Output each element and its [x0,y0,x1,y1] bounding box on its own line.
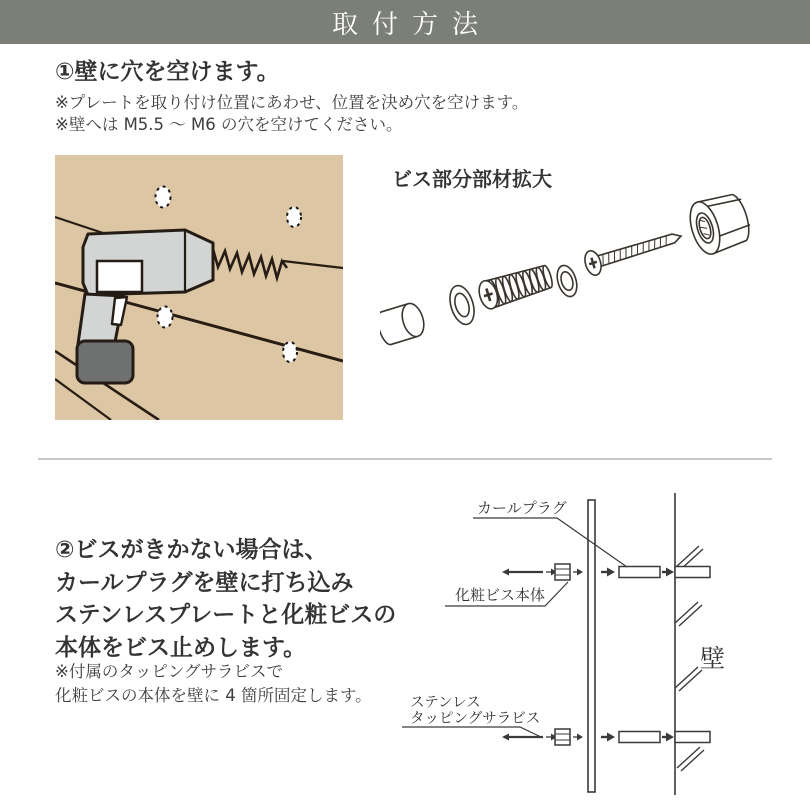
cap-part [380,301,428,347]
nut-body-part [685,189,755,257]
deco-screw-body [555,564,570,580]
plug-in-wall [675,567,710,578]
step1-note-1: ※プレートを取り付け位置にあわせ、位置を決め穴を空けます。 [55,93,529,112]
detail-title: ビス部分部材拡大 [392,167,552,191]
step2-heading [55,534,396,664]
step2-heading-line4: 本体をビス止めします。 [55,634,307,661]
arrow-right-icon [607,733,615,742]
tapping-screw-part [582,224,684,277]
page-title: 取付方法 [331,9,492,40]
step2-note-line1: ※付属のタッピングサラビスで [55,662,283,681]
drill-illustration [55,155,343,420]
deco-screw-body [555,729,570,745]
washer-part-2 [554,263,581,299]
exploded-screw-diagram [380,180,790,370]
step2-heading-line3: ステンレスプレートと化粧ビスの [55,602,397,628]
step2-heading-line1: ②ビスがきかない場合は、 [55,537,328,563]
step2-note [55,660,372,708]
header-bar [0,0,810,44]
wall-label: 壁 [700,644,726,673]
step1-heading: ①壁に穴を空けます。 [55,59,280,85]
arrow-right-icon [607,568,615,577]
deco-screw-body-label: 化粧ビス本体 [455,586,546,604]
drill-label [97,261,142,292]
curl-plug-label: カールプラグ [477,499,567,517]
arrow-right-icon [577,569,583,576]
arrow-right-icon [666,568,674,577]
wall-mount-diagram [400,485,800,810]
plug-in-wall [675,732,710,743]
threaded-bolt-part [476,262,555,311]
curl-plug [619,732,660,743]
stainless-label-line2: タッピングサラビス [410,711,541,727]
section-divider [38,458,772,460]
assembly-row-bottom [502,729,710,745]
step1-note-2: ※壁へは M5.5 ～ M6 の穴を空けてください。 [55,115,403,134]
step2-heading-line2: カールプラグを壁に打ち込み [55,569,354,596]
washer-part-1 [446,283,479,328]
stainless-label-line1: ステンレス [410,695,481,711]
step2-note-line2: 化粧ビスの本体を壁に 4 箇所固定します。 [55,686,372,705]
drill-battery [77,341,133,383]
arrow-right-icon [666,733,674,742]
arrow-right-icon [577,734,583,741]
curl-plug [619,567,660,578]
assembly-row-top [502,564,710,580]
